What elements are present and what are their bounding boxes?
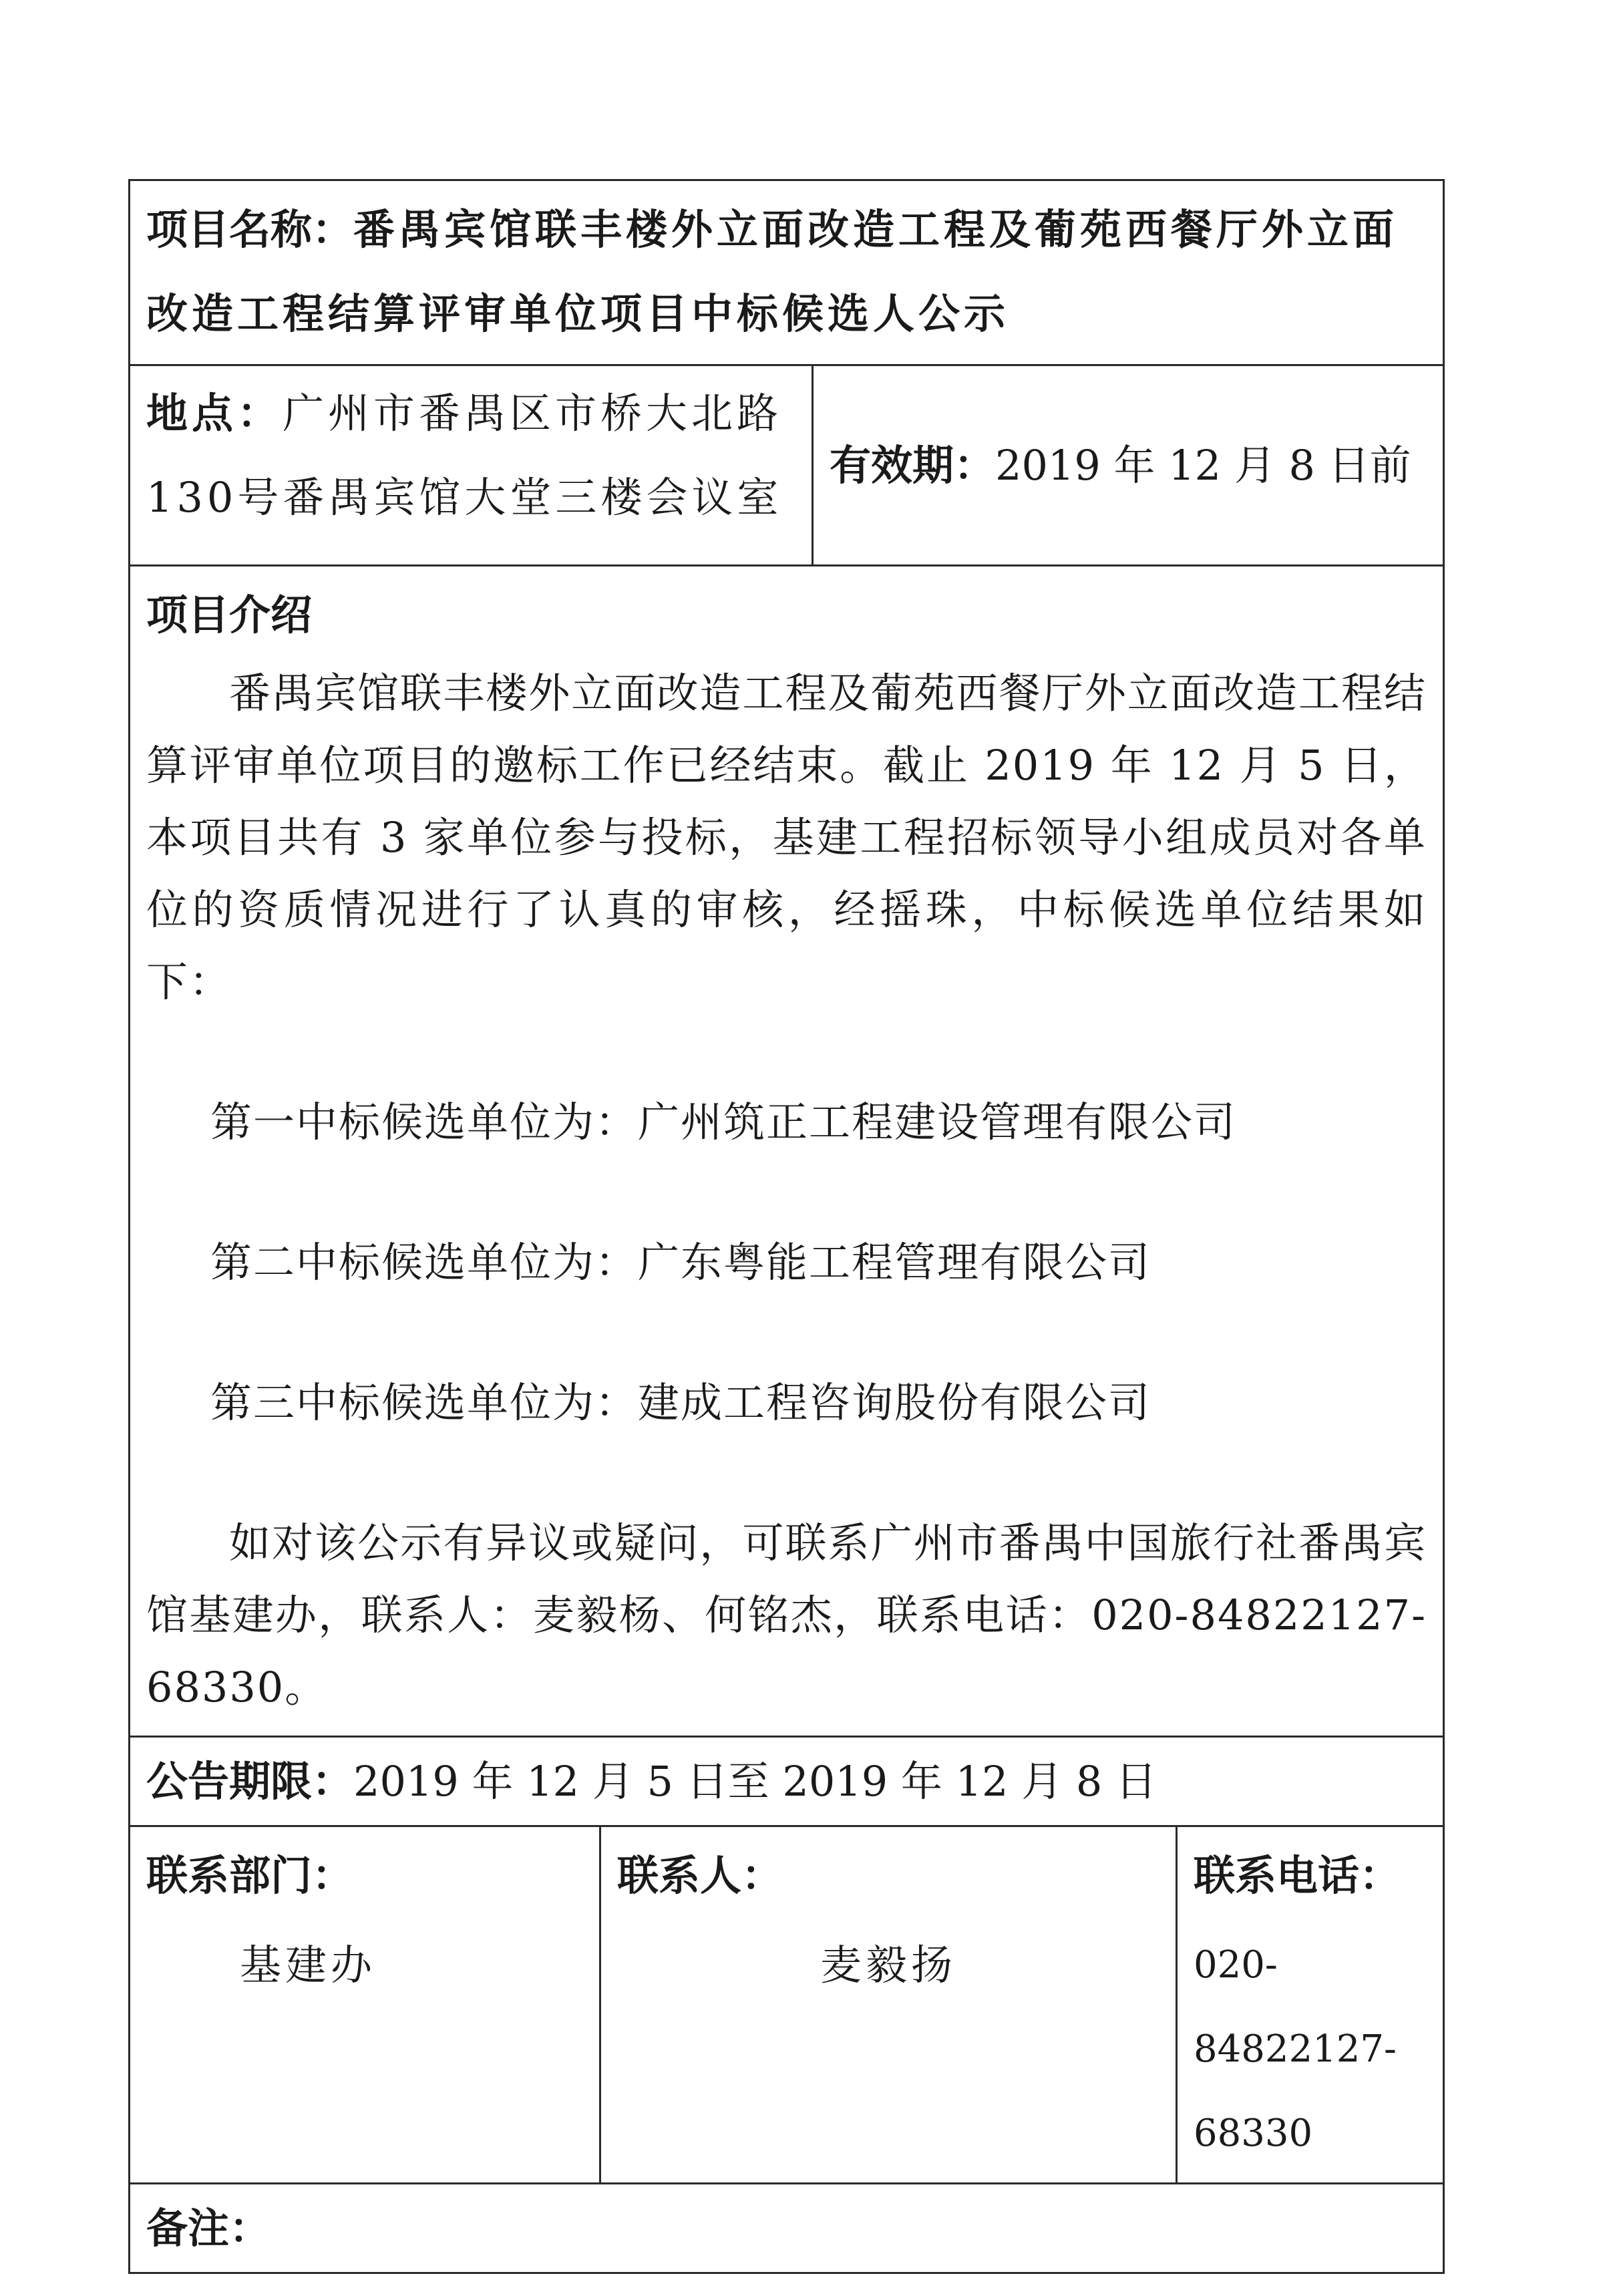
phone-cell — [1177, 1826, 1444, 2184]
validity-value: 2019 年 12 月 8 日前 — [995, 440, 1411, 490]
dept-label: 联系部门： — [146, 1851, 354, 1900]
announcement-form — [128, 179, 1443, 2274]
remark-label: 备注： — [146, 2203, 271, 2253]
validity-cell — [813, 365, 1444, 566]
location-row — [130, 365, 1444, 566]
period-label: 公告期限： — [146, 1756, 354, 1806]
intro-label: 项目介绍 — [146, 591, 313, 639]
phone-label: 联系电话： — [1194, 1851, 1401, 1900]
period-cell — [130, 1737, 1444, 1826]
validity-label: 有效期： — [830, 440, 996, 490]
contact-note: 如对该公示有异议或疑问，可联系广州市番禺中国旅行社番禺宾馆基建办，联系人：麦毅杨、何铭杰，联系电话：020-84822127-68330。 — [146, 1518, 1427, 1711]
phone-value: 020-84822127-68330 — [1194, 1943, 1397, 2155]
period-row — [130, 1737, 1444, 1826]
intro-row — [130, 566, 1444, 1737]
remark-row — [130, 2184, 1444, 2273]
project-name-label: 项目名称： — [146, 205, 354, 254]
remark-cell — [130, 2184, 1444, 2273]
intro-cell — [130, 566, 1444, 1737]
location-cell — [130, 365, 813, 566]
person-value: 麦毅扬 — [820, 1941, 956, 1989]
intro-paragraph: 番禺宾馆联丰楼外立面改造工程及葡苑西餐厅外立面改造工程结算评审单位项目的邀标工作已经结束。截止 2019 年 12 月 5 日，本项目共有 3 家单位参与投标，基建工程招标领导小组成员对各单位的资质情况进行了认真的审核，经摇珠，中标候选单位结果如下： — [146, 669, 1427, 1006]
contact-row — [130, 1826, 1444, 2184]
project-name-cell — [130, 180, 1444, 365]
project-name-row — [130, 180, 1444, 365]
dept-value: 基建办 — [240, 1941, 377, 1989]
location-label: 地点： — [146, 389, 283, 438]
project-name-value: 番禺宾馆联丰楼外立面改造工程及葡苑西餐厅外立面改造工程结算评审单位项目中标候选人公示 — [146, 205, 1399, 338]
person-cell — [600, 1826, 1177, 2184]
period-value: 2019 年 12 月 5 日至 2019 年 12 月 8 日 — [353, 1756, 1157, 1806]
form-table — [128, 179, 1445, 2274]
candidate-third: 第三中标候选单位为：建成工程咨询股份有限公司 — [210, 1378, 1151, 1427]
dept-cell — [130, 1826, 600, 2184]
candidate-second: 第二中标候选单位为：广东粤能工程管理有限公司 — [210, 1238, 1151, 1287]
person-label: 联系人： — [617, 1851, 783, 1900]
candidate-first: 第一中标候选单位为：广州筑正工程建设管理有限公司 — [210, 1098, 1237, 1146]
location-value: 广州市番禺区市桥大北路130号番禺宾馆大堂三楼会议室 — [146, 389, 783, 522]
